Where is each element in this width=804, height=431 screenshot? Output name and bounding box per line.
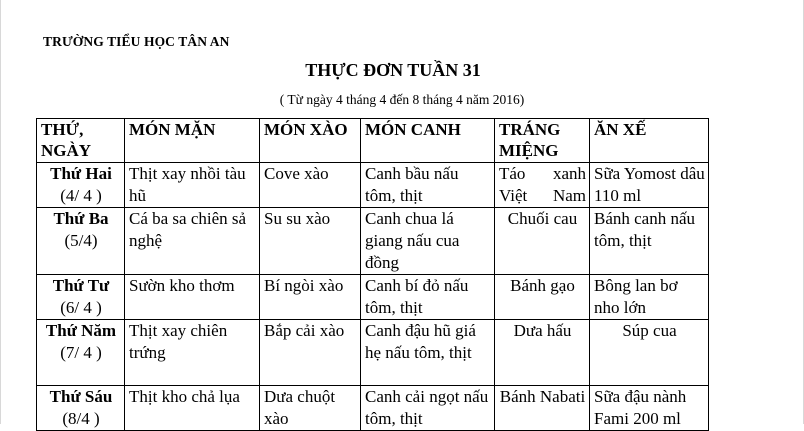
day-name: Thứ Sáu: [49, 387, 113, 406]
mon-canh-cell: Canh chua lá giang nấu cua đồng: [361, 208, 495, 275]
day-date: (4/ 4 ): [60, 186, 102, 205]
an-xe-cell: Sữa đậu nành Fami 200 ml: [590, 386, 709, 431]
day-name: Thứ Ba: [53, 209, 109, 228]
table-header-row: [37, 119, 709, 163]
mon-man-cell: Thịt xay chiên trứng: [125, 320, 260, 386]
day-date: (6/ 4 ): [60, 298, 102, 317]
school-name: TRƯỜNG TIỂU HỌC TÂN AN: [43, 34, 230, 49]
day-date: (8/4 ): [62, 409, 100, 428]
day-cell: [37, 208, 125, 275]
menu-table: [36, 118, 709, 431]
mon-canh-cell: Canh bầu nấu tôm, thịt: [361, 163, 495, 208]
mon-xao-cell: Bí ngòi xào: [260, 275, 361, 320]
an-xe-cell: Súp cua: [590, 320, 709, 386]
mon-canh-cell: Canh đậu hũ giá hẹ nấu tôm, thịt: [361, 320, 495, 386]
an-xe-cell: Bánh canh nấu tôm, thịt: [590, 208, 709, 275]
menu-title: THỰC ĐƠN TUẦN 31: [305, 60, 481, 80]
trang-mieng-cell: Táo xanh Việt Nam: [495, 163, 590, 208]
an-xe-cell: Sữa Yomost dâu 110 ml: [590, 163, 709, 208]
day-date: (7/ 4 ): [60, 343, 102, 362]
col-header-day: THỨ, NGÀY: [37, 119, 125, 163]
col-header-man: MÓN MẶN: [125, 119, 260, 163]
trang-mieng-cell: Dưa hấu: [495, 320, 590, 386]
table-row: [37, 163, 709, 208]
trang-mieng-cell: Bánh Nabati: [495, 386, 590, 431]
day-cell: [37, 163, 125, 208]
an-xe-cell: Bông lan bơ nho lớn: [590, 275, 709, 320]
mon-man-cell: Cá ba sa chiên sả nghệ: [125, 208, 260, 275]
mon-xao-cell: Bắp cải xào: [260, 320, 361, 386]
mon-canh-cell: Canh bí đỏ nấu tôm, thịt: [361, 275, 495, 320]
mon-man-cell: Sườn kho thơm: [125, 275, 260, 320]
day-cell: [37, 275, 125, 320]
date-range: ( Từ ngày 4 tháng 4 đến 8 tháng 4 năm 2016): [279, 92, 525, 107]
table-row: [37, 275, 709, 320]
mon-xao-cell: Cove xào: [260, 163, 361, 208]
mon-man-cell: Thịt kho chả lụa: [125, 386, 260, 431]
mon-man-cell: Thịt xay nhồi tàu hũ: [125, 163, 260, 208]
trang-mieng-cell: Bánh gạo: [495, 275, 590, 320]
day-date: (5/4): [64, 231, 98, 250]
mon-canh-cell: Canh cải ngọt nấu tôm, thịt: [361, 386, 495, 431]
col-header-an-xe: ĂN XẾ: [590, 119, 709, 163]
day-cell: [37, 320, 125, 386]
trang-mieng-cell: Chuối cau: [495, 208, 590, 275]
day-name: Thứ Năm: [45, 321, 117, 340]
table-row: [37, 320, 709, 386]
day-name: Thứ Tư: [52, 276, 110, 295]
col-header-trang-mieng: TRÁNG MIỆNG: [495, 119, 590, 163]
mon-xao-cell: Dưa chuột xào: [260, 386, 361, 431]
day-name: Thứ Hai: [50, 164, 112, 183]
table-row: [37, 208, 709, 275]
col-header-canh: MÓN CANH: [361, 119, 495, 163]
col-header-xao: MÓN XÀO: [260, 119, 361, 163]
mon-xao-cell: Su su xào: [260, 208, 361, 275]
